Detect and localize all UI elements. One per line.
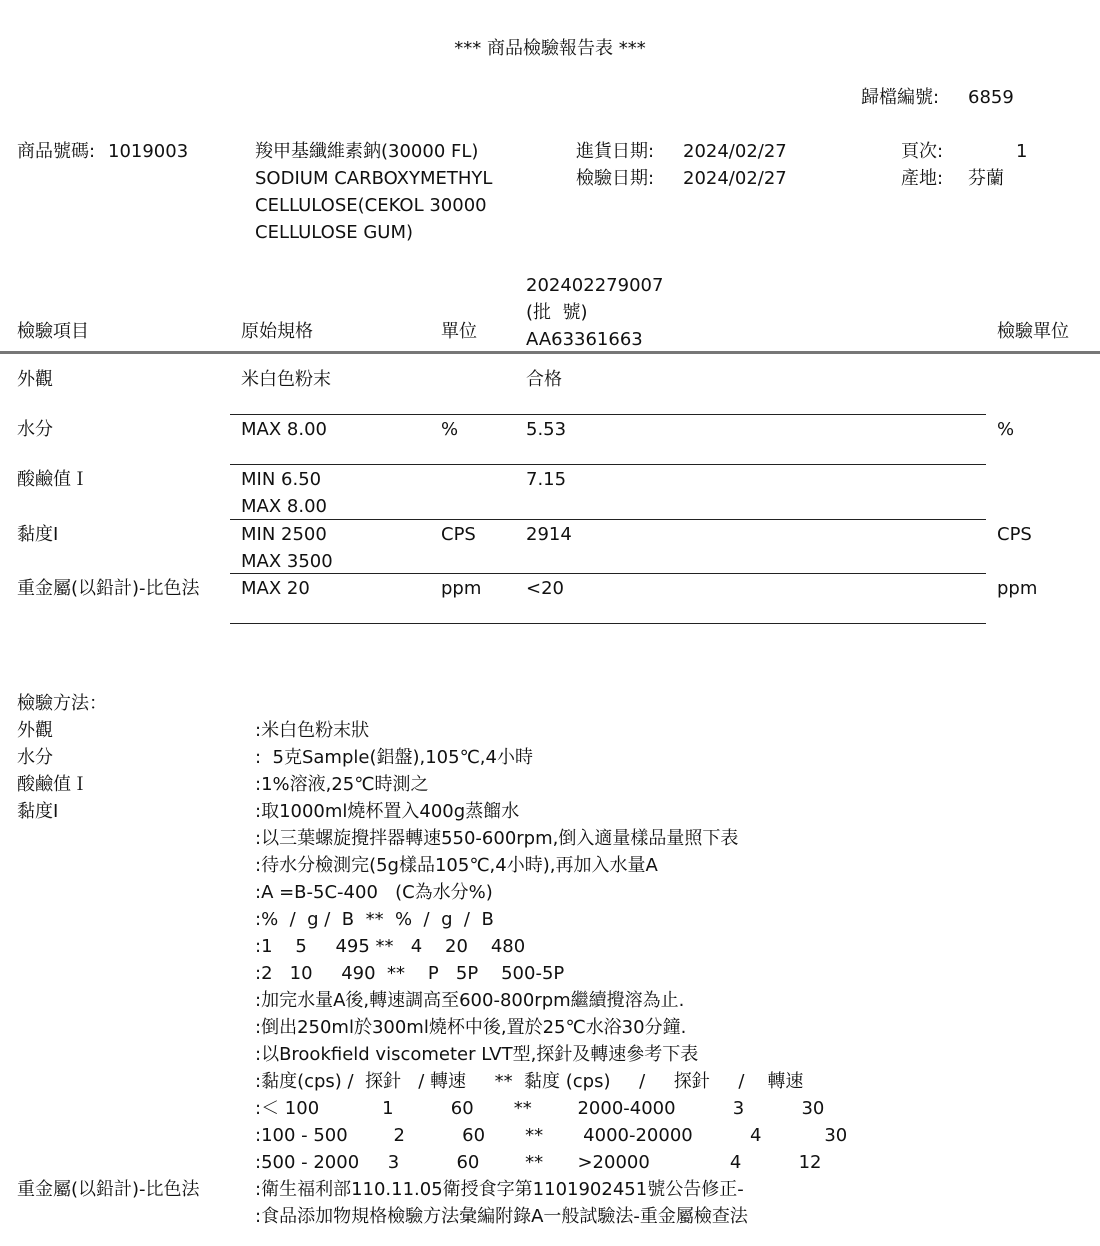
product-name-line: SODIUM CARBOXYMETHYL xyxy=(255,168,493,189)
method-line: :100 - 500 2 60 ** 4000-20000 4 30 xyxy=(255,1125,848,1146)
row-lab-unit: % xyxy=(997,419,1015,440)
row-result: 7.15 xyxy=(526,469,567,490)
page-value: 1 xyxy=(1016,141,1028,162)
row-result: 5.53 xyxy=(526,419,567,440)
method-line: :2 10 490 ** P 5P 500-5P xyxy=(255,963,565,984)
header-spec: 原始規格 xyxy=(241,321,313,342)
method-line: :1 5 495 ** 4 20 480 xyxy=(255,936,526,957)
method-line: :黏度(cps) / 探針 / 轉速 ** 黏度 (cps) / 探針 / 轉速 xyxy=(255,1071,804,1092)
row-spec: MAX 20 xyxy=(241,578,310,599)
method-line: :% / g / B ** % / g / B xyxy=(255,909,494,930)
purchase-date-value: 2024/02/27 xyxy=(683,141,787,162)
product-code: 1019003 xyxy=(108,141,189,162)
method-label: 水分 xyxy=(17,747,53,768)
heavy-metal-line: :食品添加物規格檢驗方法彙編附錄A一般試驗法-重金屬檢查法 xyxy=(255,1206,748,1227)
method-line: :米白色粉末狀 xyxy=(255,720,370,741)
row-unit: % xyxy=(441,419,459,440)
batch-number: 202402279007 xyxy=(526,275,664,296)
origin-label: 產地: xyxy=(901,168,944,189)
batch-label: (批 號) xyxy=(526,302,588,323)
method-line: :加完水量A後,轉速調高至600-800rpm繼續攪溶為止. xyxy=(255,990,685,1011)
row-item: 外觀 xyxy=(17,369,53,390)
row-spec: MIN 6.50 xyxy=(241,469,322,490)
origin-value: 芬蘭 xyxy=(968,168,1004,189)
file-no-label: 歸檔編號: xyxy=(861,87,940,108)
method-label: 外觀 xyxy=(17,720,53,741)
page-label: 頁次: xyxy=(901,141,944,162)
row-item: 重金屬(以鉛計)-比色法 xyxy=(17,578,200,599)
method-line: :以Brookfield viscometer LVT型,探針及轉速參考下表 xyxy=(255,1044,699,1065)
product-name-line: CELLULOSE(CEKOL 30000 xyxy=(255,195,487,216)
row-spec: 米白色粉末 xyxy=(241,369,331,390)
row-unit: CPS xyxy=(441,524,476,545)
product-name-line: CELLULOSE GUM) xyxy=(255,222,414,243)
header-item: 檢驗項目 xyxy=(17,321,89,342)
product-name-line: 羧甲基纖維素鈉(30000 FL) xyxy=(255,141,479,162)
methods-heading: 檢驗方法： xyxy=(17,693,107,714)
row-item: 黏度I xyxy=(17,524,59,545)
row-item: 酸鹼值Ｉ xyxy=(17,469,89,490)
row-result: 2914 xyxy=(526,524,572,545)
row-divider xyxy=(230,573,986,574)
method-line: : 5克Sample(鋁盤),105℃,4小時 xyxy=(255,747,533,768)
row-divider xyxy=(230,519,986,520)
method-line: :取1000ml燒杯置入400g蒸餾水 xyxy=(255,801,520,822)
row-divider xyxy=(230,464,986,465)
method-line: :以三葉螺旋攪拌器轉速550-600rpm,倒入適量樣品量照下表 xyxy=(255,828,739,849)
row-item: 水分 xyxy=(17,419,53,440)
method-line: :倒出250ml於300ml燒杯中後,置於25℃水浴30分鐘. xyxy=(255,1017,687,1038)
row-spec: MIN 2500 xyxy=(241,524,327,545)
heavy-metal-label: 重金屬(以鉛計)-比色法 xyxy=(17,1179,200,1200)
product-code-label: 商品號碼: xyxy=(17,141,96,162)
inspect-date-label: 檢驗日期: xyxy=(576,168,655,189)
method-line: :待水分檢測完(5g樣品105℃,4小時),再加入水量A xyxy=(255,855,658,876)
file-no-value: 6859 xyxy=(968,87,1014,108)
row-unit: ppm xyxy=(441,578,482,599)
row-divider xyxy=(230,414,986,415)
row-spec: MAX 8.00 xyxy=(241,496,327,517)
method-line: :A =B-5C-400 (C為水分%) xyxy=(255,882,493,903)
row-spec: MAX 3500 xyxy=(241,551,333,572)
purchase-date-label: 進貨日期: xyxy=(576,141,655,162)
method-label: 酸鹼值Ｉ xyxy=(17,774,89,795)
header-divider xyxy=(0,351,1100,354)
method-line: :500 - 2000 3 60 ** >20000 4 12 xyxy=(255,1152,822,1173)
heavy-metal-line: :衛生福利部110.11.05衛授食字第1101902451號公告修正- xyxy=(255,1179,744,1200)
row-result: <20 xyxy=(526,578,564,599)
inspect-date-value: 2024/02/27 xyxy=(683,168,787,189)
method-line: :1%溶液,25℃時測之 xyxy=(255,774,429,795)
header-lab-unit: 檢驗單位 xyxy=(997,321,1069,342)
row-lab-unit: CPS xyxy=(997,524,1032,545)
row-spec: MAX 8.00 xyxy=(241,419,327,440)
method-line: :＜ 100 1 60 ** 2000-4000 3 30 xyxy=(255,1098,825,1119)
row-divider xyxy=(230,623,986,624)
batch-code: AA63361663 xyxy=(526,329,643,350)
method-label: 黏度I xyxy=(17,801,59,822)
row-result: 合格 xyxy=(526,369,562,390)
row-lab-unit: ppm xyxy=(997,578,1038,599)
header-unit: 單位 xyxy=(441,321,477,342)
report-title: *** 商品檢驗報告表 *** xyxy=(454,38,646,59)
